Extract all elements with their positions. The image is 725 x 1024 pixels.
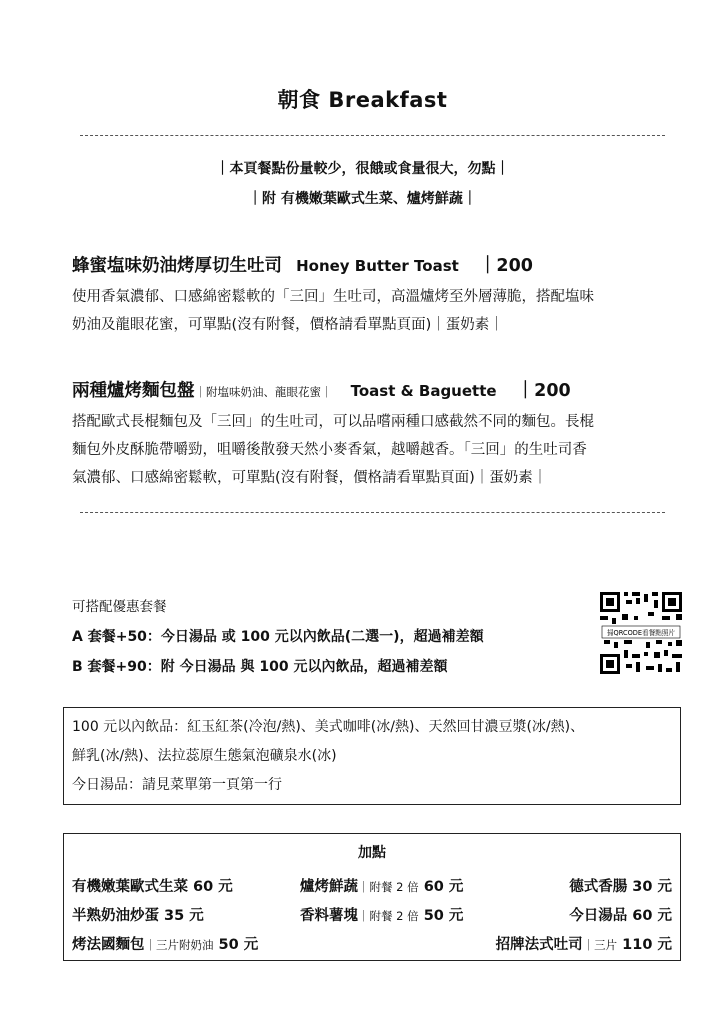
extra-item: 香料薯塊｜附餐 2 倍 50 元	[300, 908, 464, 924]
item-name-en: Honey Butter Toast	[296, 257, 459, 275]
menu-item-heading	[72, 377, 571, 402]
divider-top	[80, 135, 665, 136]
desc-line: 氣濃郁、口感綿密鬆軟，可單點(沒有附餐，價格請看單點頁面)｜蛋奶素｜	[72, 470, 548, 486]
notice-sides: ｜附 有機嫩葉歐式生菜、爐烤鮮蔬｜	[248, 191, 477, 207]
menu-item-heading	[72, 252, 533, 277]
desc-line: 使用香氣濃郁、口感綿密鬆軟的「三回」生吐司，高溫爐烤至外層薄脆，搭配塩味	[72, 289, 594, 305]
menu-item-description	[72, 408, 672, 492]
box-line: 今日湯品：請見菜單第一頁第一行	[72, 777, 282, 793]
combo-title: 可搭配優惠套餐	[72, 599, 167, 615]
extras-title: 加點	[358, 845, 386, 861]
box-line: 100 元以內飲品：紅玉紅茶(冷泡/熱)、美式咖啡(冰/熱)、天然回甘濃豆漿(冰/熱)、	[72, 719, 585, 735]
box-line: 鮮乳(冰/熱)、法拉蕊原生態氣泡礦泉水(冰)	[72, 748, 337, 764]
notice-portion: ｜本頁餐點份量較少，很餓或食量很大，勿點｜	[215, 161, 510, 177]
extra-item: 有機嫩葉歐式生菜 60 元	[72, 879, 233, 895]
extra-item: 招牌法式吐司｜三片 110 元	[495, 937, 672, 953]
combo-a: A 套餐+50：今日湯品 或 100 元以內飲品(二選一)，超過補差額	[72, 629, 484, 645]
divider-bottom	[80, 512, 665, 513]
extra-item: 半熟奶油炒蛋 35 元	[72, 908, 204, 924]
qr-caption: 掃QRCODE看餐點照片	[606, 629, 676, 637]
combo-b: B 套餐+90：附 今日湯品 與 100 元以內飲品，超過補差額	[72, 659, 448, 675]
qr-code-icon[interactable]	[598, 590, 684, 676]
item-name: 兩種爐烤麵包盤	[72, 381, 195, 401]
extras-box	[63, 833, 681, 961]
desc-line: 麵包外皮酥脆帶嚼勁，咀嚼後散發天然小麥香氣，越嚼越香。「三回」的生吐司香	[72, 442, 587, 458]
extra-item: 今日湯品 60 元	[569, 908, 672, 924]
extra-item: 德式香腸 30 元	[569, 879, 672, 895]
menu-item-description	[72, 283, 672, 339]
desc-line: 奶油及龍眼花蜜，可單點(沒有附餐，價格請看單點頁面)｜蛋奶素｜	[72, 317, 504, 333]
item-note: ｜附塩味奶油、龍眼花蜜｜	[194, 385, 333, 399]
item-name-en: Toast & Baguette	[350, 382, 497, 400]
item-price: ｜200	[478, 256, 533, 276]
item-name: 蜂蜜塩味奶油烤厚切生吐司	[72, 256, 282, 276]
extra-item: 爐烤鮮蔬｜附餐 2 倍 60 元	[300, 879, 464, 895]
desc-line: 搭配歐式長棍麵包及「三回」的生吐司，可以品嚐兩種口感截然不同的麵包。長棍	[72, 414, 594, 430]
drinks-soup-box	[63, 707, 681, 805]
item-price: ｜200	[516, 381, 571, 401]
page-title: 朝食 Breakfast	[277, 88, 448, 112]
extra-item: 烤法國麵包｜三片附奶油 50 元	[72, 937, 259, 953]
